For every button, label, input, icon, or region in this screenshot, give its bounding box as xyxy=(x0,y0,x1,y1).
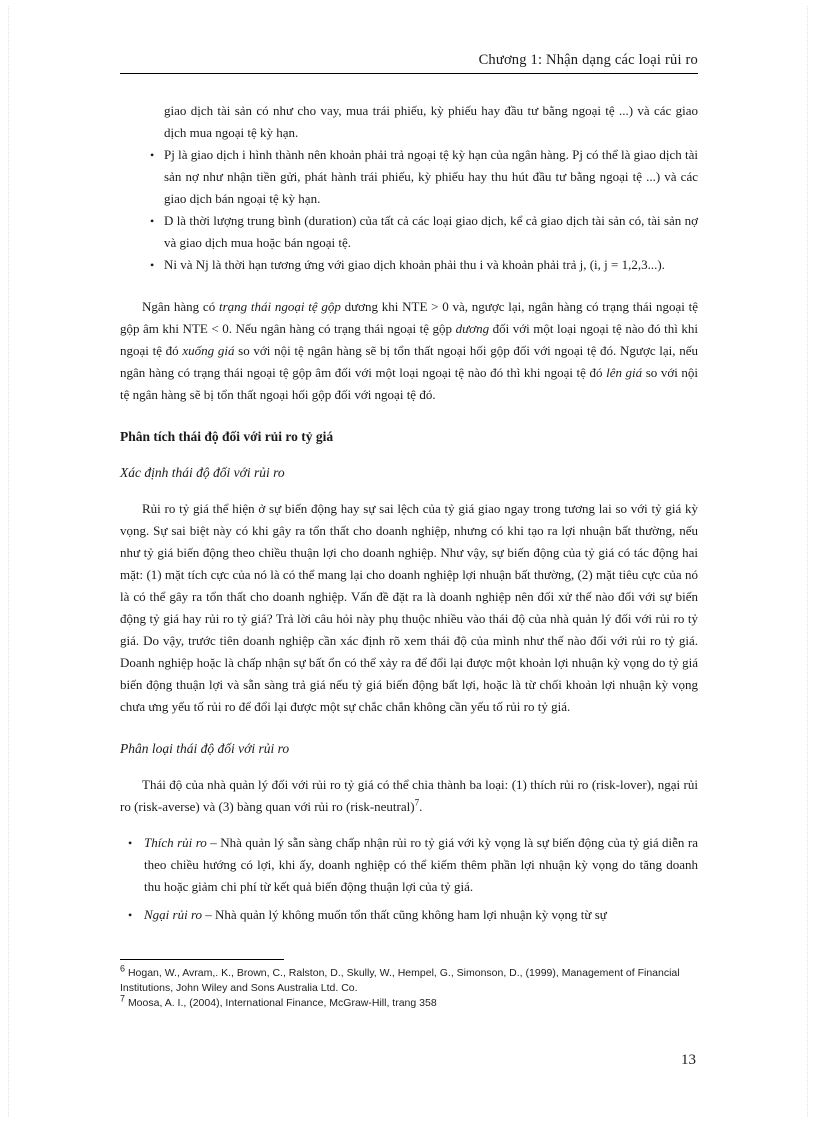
list-item: • Ngại rủi ro – Nhà quản lý không muốn tổn thất cũng không ham lợi nhuận kỳ vọng từ sự xyxy=(120,904,698,926)
footnote-ref: 7 xyxy=(414,797,420,808)
list-item: • D là thời lượng trung bình (duration) của tất cả các loại giao dịch, kể cả giao dịch tài sản có, tài sản nợ và giao dịch mua hoặc bán ngoại tệ. xyxy=(120,210,698,254)
footnote-divider xyxy=(120,959,284,960)
running-header xyxy=(120,52,698,74)
footnotes xyxy=(120,963,698,1011)
list-item: • Ni và Nj là thời hạn tương ứng với giao dịch khoản phải thu i và khoản phải trả j, (i, j = 1,2,3...). xyxy=(120,254,698,276)
chapter-title: Chương 1: Nhận dạng các loại rủi ro xyxy=(478,52,698,68)
bullet-continuation: giao dịch tài sản có như cho vay, mua trái phiếu, kỳ phiếu hay đầu tư bằng ngoại tệ ...) và các giao dịch mua ngoại tệ kỳ hạn. xyxy=(164,103,698,140)
page-content xyxy=(120,100,698,926)
attitude-bullet-list xyxy=(120,832,698,926)
attitude-classification-paragraph: Thái độ của nhà quản lý đối với rủi ro tỷ giá có thể chia thành ba loại: (1) thích rủi ro (risk-lover), ngại rủi ro (risk-averse) và (3) bàng quan với rủi ro (risk-neutral)$^7$. xyxy=(120,777,698,814)
list-item: • Thích rủi ro – Nhà quản lý sẵn sàng chấp nhận rủi ro tỷ giá với kỳ vọng là sự biến động của tỷ giá diễn ra theo chiều hướng có lợi, khi ấy, doanh nghiệp có thể kiếm thêm phần lợi nhuận kỳ vọng do tăng doanh thu hoặc giảm chi phí từ kết quả biến động thuận lợi của tỷ giá. xyxy=(120,832,698,898)
footnote: $^6$ Hogan, W., Avram,. K., Brown, C., Ralston, D., Skully, W., Hempel, G., Simonson, D., (1999), Management of Financial Institutions, John Wiley and Sons Australia Ltd. Co. xyxy=(120,963,680,994)
section-heading: Phân tích thái độ đối với rủi ro tỷ giá xyxy=(120,429,334,444)
subsection-heading-2: Phân loại thái độ đối với rủi ro xyxy=(120,741,290,756)
subsection-heading-1: Xác định thái độ đối với rủi ro xyxy=(120,465,285,480)
page-number: 13 xyxy=(681,1052,696,1068)
footnote: $^7$ Moosa, A. I., (2004), International Finance, McGraw-Hill, trang 358 xyxy=(120,993,437,1009)
nte-paragraph: Ngân hàng có trạng thái ngoại tệ gộp dương khi NTE > 0 và, ngược lại, ngân hàng có trạng thái ngoại tệ gộp âm khi NTE < 0. Nếu ngân hàng có trạng thái ngoại tệ gộp dương đối với một loại ngoại tệ nào đó thì khi ngoại tệ đó xuống giá so với nội tệ ngân hàng sẽ bị tổn thất ngoại hối gộp đối với ngoại tệ đó. Ngược lại, nếu ngân hàng có trạng thái ngoại tệ gộp âm đối với một loại ngoại tệ nào đó thì khi ngoại tệ đó lên giá so với nội tệ ngân hàng sẽ bị tổn thất ngoại hối gộp đối với ngoại tệ đó. xyxy=(120,299,699,402)
risk-definition-paragraph: Rủi ro tỷ giá thể hiện ở sự biến động hay sự sai lệch của tỷ giá giao ngay trong tương lai so với tỷ giá kỳ vọng. Sự sai biệt này có khi gây ra tổn thất cho doanh nghiệp, nhưng có khi tạo ra lợi nhuận bất thường, nếu như tỷ giá biến động theo chiều thuận lợi cho doanh nghiệp. Như vậy, sự biến động của tỷ giá có tác động hai mặt: (1) mặt tích cực của nó là có thể mang lại cho doanh nghiệp lợi nhuận bất thường, (2) mặt tiêu cực của nó là có thể gây ra tổn thất cho doanh nghiệp. Vấn đề đặt ra là doanh nghiệp nên đối xử thế nào đối với sự biến động tỷ giá hay rủi ro tỷ giá? Trả lời câu hỏi này phụ thuộc nhiều vào thái độ của nhà quản lý đối với rủi ro tỷ giá. Do vậy, trước tiên doanh nghiệp cần xác định rõ xem thái độ của mình như thế nào đối với rủi ro tỷ giá. Doanh nghiệp hoặc là chấp nhận sự bất ổn có thể xảy ra để đổi lại được một khoản lợi nhuận kỳ vọng do tỷ giá biến động thuận lợi và sẵn sàng trả giá nếu tỷ giá biến động bất lợi, hoặc là từ chối khoản lợi nhuận kỳ vọng chưa ưng yếu tố rủi ro để đổi lại được một sự chắc chắn không cần yếu tố rủi ro tỷ giá. xyxy=(120,501,698,714)
list-item: • Pj là giao dịch i hình thành nên khoản phải trả ngoại tệ kỳ hạn của ngân hàng. Pj có thể là giao dịch tài sản nợ như nhận tiền gửi, phát hành trái phiếu, kỳ phiếu hay thu hút đầu tư bằng ngoại tệ ...) và các giao dịch bán ngoại tệ kỳ hạn. xyxy=(120,144,698,210)
intro-bullet-list xyxy=(120,100,698,276)
